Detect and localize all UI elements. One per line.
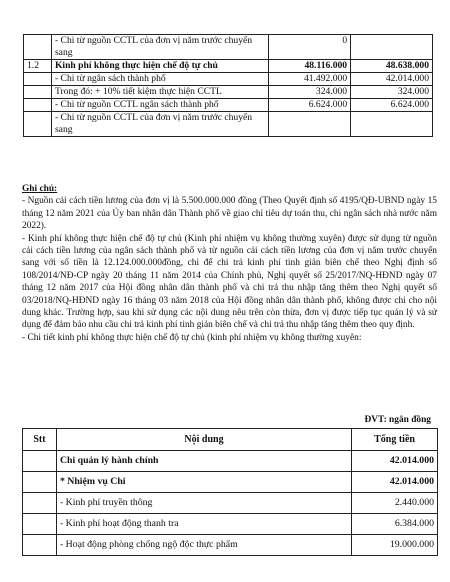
row-stt	[23, 514, 57, 535]
header-content: Nội dung	[56, 429, 351, 451]
row-value-2: 6.624.000	[351, 99, 433, 112]
row-total: 6.384.000	[352, 514, 438, 535]
table-row	[24, 73, 433, 86]
row-stt: 1.2	[24, 60, 52, 73]
row-stt	[24, 73, 52, 86]
row-stt	[24, 35, 52, 60]
row-stt	[24, 99, 52, 112]
row-value-2: 42.014.000	[351, 73, 433, 86]
row-value-1: 48.116.000	[269, 60, 351, 73]
row-value-1	[269, 112, 351, 137]
row-content: Chi quản lý hành chính	[56, 451, 351, 472]
table-row	[24, 112, 433, 137]
row-content: - Hoạt động phòng chống ngộ độc thực phẩm	[56, 535, 351, 556]
row-value-1: 41.492.000	[269, 73, 351, 86]
unit-label: ĐVT: ngân đồng	[364, 415, 431, 425]
row-value-2	[351, 35, 433, 60]
row-content: Trong đó: + 10% tiết kiệm thực hiện CCTL	[51, 86, 268, 99]
row-stt	[23, 451, 57, 472]
row-content: - Chi từ nguồn CCTL của đơn vị năm trước chuyển sang	[51, 112, 268, 137]
row-content: - Kinh phí hoạt động thanh tra	[56, 514, 351, 535]
table-row	[23, 493, 438, 514]
table-row	[23, 451, 438, 472]
header-total: Tổng tiền	[352, 429, 438, 451]
table-row	[23, 535, 438, 556]
row-content: - Kinh phí truyền thông	[56, 493, 351, 514]
table-row	[24, 35, 433, 60]
row-stt	[23, 493, 57, 514]
row-stt	[23, 535, 57, 556]
note-paragraph-3: - Chi tiết kinh phí không thực hiện chế độ tự chủ (kinh phí nhiệm vụ không thường xuyên:	[22, 332, 362, 343]
table-row	[24, 99, 433, 112]
row-stt	[23, 472, 57, 493]
table-row	[24, 86, 433, 99]
table-header-row	[23, 429, 438, 451]
notes-section	[22, 183, 437, 344]
table-row	[23, 514, 438, 535]
budget-table-top	[23, 34, 433, 137]
header-stt: Stt	[23, 429, 57, 451]
row-content: Kinh phí không thực hiện chế độ tự chủ	[51, 60, 268, 73]
row-total: 42.014.000	[352, 472, 438, 493]
row-total: 2.440.000	[352, 493, 438, 514]
row-value-1: 0	[269, 35, 351, 60]
row-total: 19.000.000	[352, 535, 438, 556]
row-stt	[24, 112, 52, 137]
note-paragraph-2: - Kinh phí không thực hiện chế độ tự chủ (Kinh phí nhiệm vụ không thường xuyên) được sử dụng từ nguồn cải cách tiền lương của ngân sách thành phố và từ nguồn cải cách tiền lương của đơn vị năm trước chuyển sang với số tiền là 12.124.000.000đồng, chi để chi trả kinh phí tinh giản biên chế theo Nghị định số 108/2014/NĐ-CP ngày 20 tháng 11 năm 2014 của Chính phủ, Nghị quyết số 25/2017/NQ-HĐND ngày 07 tháng 12 năm 2017 của Hội đồng nhân dân thành phố và chi trả thu nhập tăng thêm theo Nghị quyết số 03/2018/NQ-HĐND ngày 16 tháng 03 năm 2018 của Hội đồng nhân dân thành phố, không được chi cho nội dung khác. Trường hợp, sau khi sử dụng các nội dung nêu trên còn thừa, đơn vị được tiếp tục quản lý và sử dụng để đảm bảo nhu cầu chi trả kinh phí tinh giản biên chế và chi trả thu nhập tăng thêm theo quy định.	[22, 233, 437, 331]
row-value-2: 48.638.000	[351, 60, 433, 73]
row-content: - Chi từ nguồn CCTL của đơn vị năm trước chuyển sang	[51, 35, 268, 60]
row-value-1: 324.000	[269, 86, 351, 99]
row-value-1: 6.624.000	[269, 99, 351, 112]
budget-detail-table	[22, 428, 438, 556]
row-stt	[24, 86, 52, 99]
note-paragraph-1: - Nguồn cải cách tiền lương của đơn vị là 5.500.000.000 đồng (Theo Quyết định số 4195/QĐ-UBND ngày 15 tháng 12 năm 2021 của Ủy ban nhân dân Thành phố về giao chỉ tiêu dự toán thu, chi ngân sách nhà nước năm 2022).	[22, 196, 437, 232]
row-value-2: 324.000	[351, 86, 433, 99]
row-content: - Chi từ nguồn CCTL ngân sách thành phố	[51, 99, 268, 112]
table-row	[23, 472, 438, 493]
table-row	[24, 60, 433, 73]
row-total: 42.014.000	[352, 451, 438, 472]
row-content: - Chi từ ngân sách thành phố	[51, 73, 268, 86]
row-value-2	[351, 112, 433, 137]
notes-heading: Ghi chú:	[22, 184, 58, 194]
row-content: * Nhiệm vụ Chi	[56, 472, 351, 493]
